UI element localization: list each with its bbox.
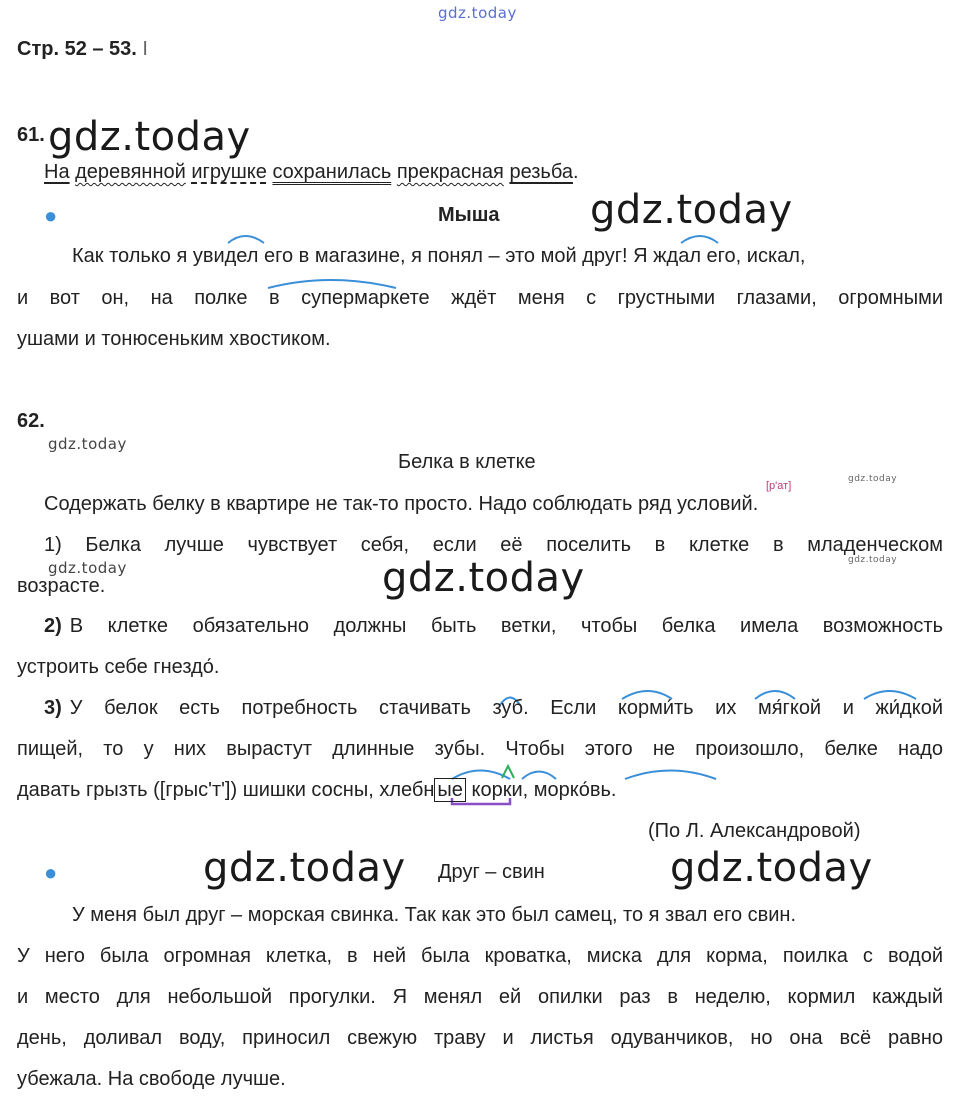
watermark-big-left: gdz.today — [203, 845, 406, 891]
predicate-word: сохранилась — [272, 161, 392, 183]
word-ending: ые — [434, 778, 466, 802]
object-word: игрушке — [191, 161, 267, 183]
paragraph-3-line-2: пищей, то у них вырастут длинные зубы. Чтобы этого не произошло, белке надо — [17, 738, 943, 760]
root-arc-icon — [228, 236, 264, 243]
story2-line-3: и место для небольшой прогулки. Я менял ей опилки раз в неделю, кормил каждый — [17, 986, 943, 1008]
watermark-small: gdz.today — [48, 435, 127, 453]
exercise-61-watermark: gdz.today — [48, 114, 251, 160]
root-arc-icon — [681, 236, 718, 243]
text-title: Белка в клетке — [398, 451, 536, 473]
line-3-part-b: корки, морко́вь. — [471, 779, 617, 801]
paragraph-3-line-3 — [17, 778, 616, 802]
paragraph-3-line-1 — [44, 696, 943, 720]
paragraph-2-line-2: устроить себе гнездо́. — [17, 656, 220, 678]
line-3-part-a: давать грызть ([грыс'т']) шишки сосны, — [17, 779, 374, 801]
transcription-note: [р'ат] — [766, 480, 792, 492]
adjective-word: прекрасная — [396, 161, 504, 183]
watermark-big: gdz.today — [382, 555, 585, 601]
story-line-2: и вот он, на полке в супермаркете ждёт меня с грустными глазами, огромными — [17, 287, 943, 309]
bullet-icon: ● — [44, 203, 58, 228]
source-attribution: (По Л. Александровой) — [648, 820, 861, 842]
suffix-mark-icon — [502, 766, 514, 778]
story2-line-4: день, доливал воду, приносил свежую траву и листья одуванчиков, но она всё равно — [17, 1027, 943, 1049]
paragraph-2-line-1 — [44, 614, 943, 638]
exercise-62-number: 62. — [17, 410, 45, 432]
story2-line-5: убежала. На свободе лучше. — [17, 1068, 286, 1090]
watermark-big-right: gdz.today — [670, 845, 873, 891]
root-arc-icon — [268, 280, 396, 288]
story2-line-2: У него была огромная клетка, в ней была кроватка, миска для корма, поилка с водой — [17, 945, 943, 967]
story2-line-1: У меня был друг – морская свинка. Так как это был самец, то я звал его свин. — [72, 904, 797, 926]
watermark-tiny: gdz.today — [848, 474, 898, 484]
paragraph-2-text: В клетке обязательно должны быть ветки, чтобы белка имела возможность — [69, 615, 943, 637]
bullet-icon: ● — [44, 860, 58, 885]
word-root: хлебн — [379, 779, 435, 801]
story-line-1: Как только я увидел его в магазине, я понял – это мой друг! Я ждал его, искал, — [72, 245, 806, 267]
noun-word: резьба — [509, 161, 573, 183]
paragraph-3-text: У белок есть потребность стачивать зуб. Если корми́ть их мя́гкой и жи́дкой — [69, 697, 943, 719]
text-intro: Содержать белку в квартире не так-то просто. Надо соблюдать ряд условий. — [44, 493, 759, 515]
watermark-tiny: gdz.today — [848, 555, 898, 565]
page-ref-text: Стр. 52 – 53. — [17, 38, 137, 60]
exercise-61-number: 61. — [17, 124, 45, 146]
watermark-small: gdz.today — [48, 559, 127, 577]
story-title-drug-svin: Друг – свин — [438, 861, 545, 883]
sentence-end: . — [572, 161, 579, 183]
paragraph-1-line-2: возрасте. — [17, 575, 106, 597]
paragraph-1-line-1: 1) Белка лучше чувствует себя, если её поселить в клетке в младенческом — [44, 534, 943, 556]
root-arc-icon — [625, 771, 716, 780]
paragraph-2-number: 2) — [44, 615, 62, 637]
top-watermark: gdz.today — [438, 4, 517, 22]
story-watermark: gdz.today — [590, 187, 793, 233]
page-ref-mark: I — [142, 38, 148, 60]
attribute-word: деревянной — [75, 161, 186, 183]
story-title-mysha: Мыша — [438, 204, 500, 226]
story-line-3: ушами и тонюсеньким хвостиком. — [17, 328, 331, 350]
paragraph-3-number: 3) — [44, 697, 62, 719]
subject-word: На — [44, 161, 70, 183]
